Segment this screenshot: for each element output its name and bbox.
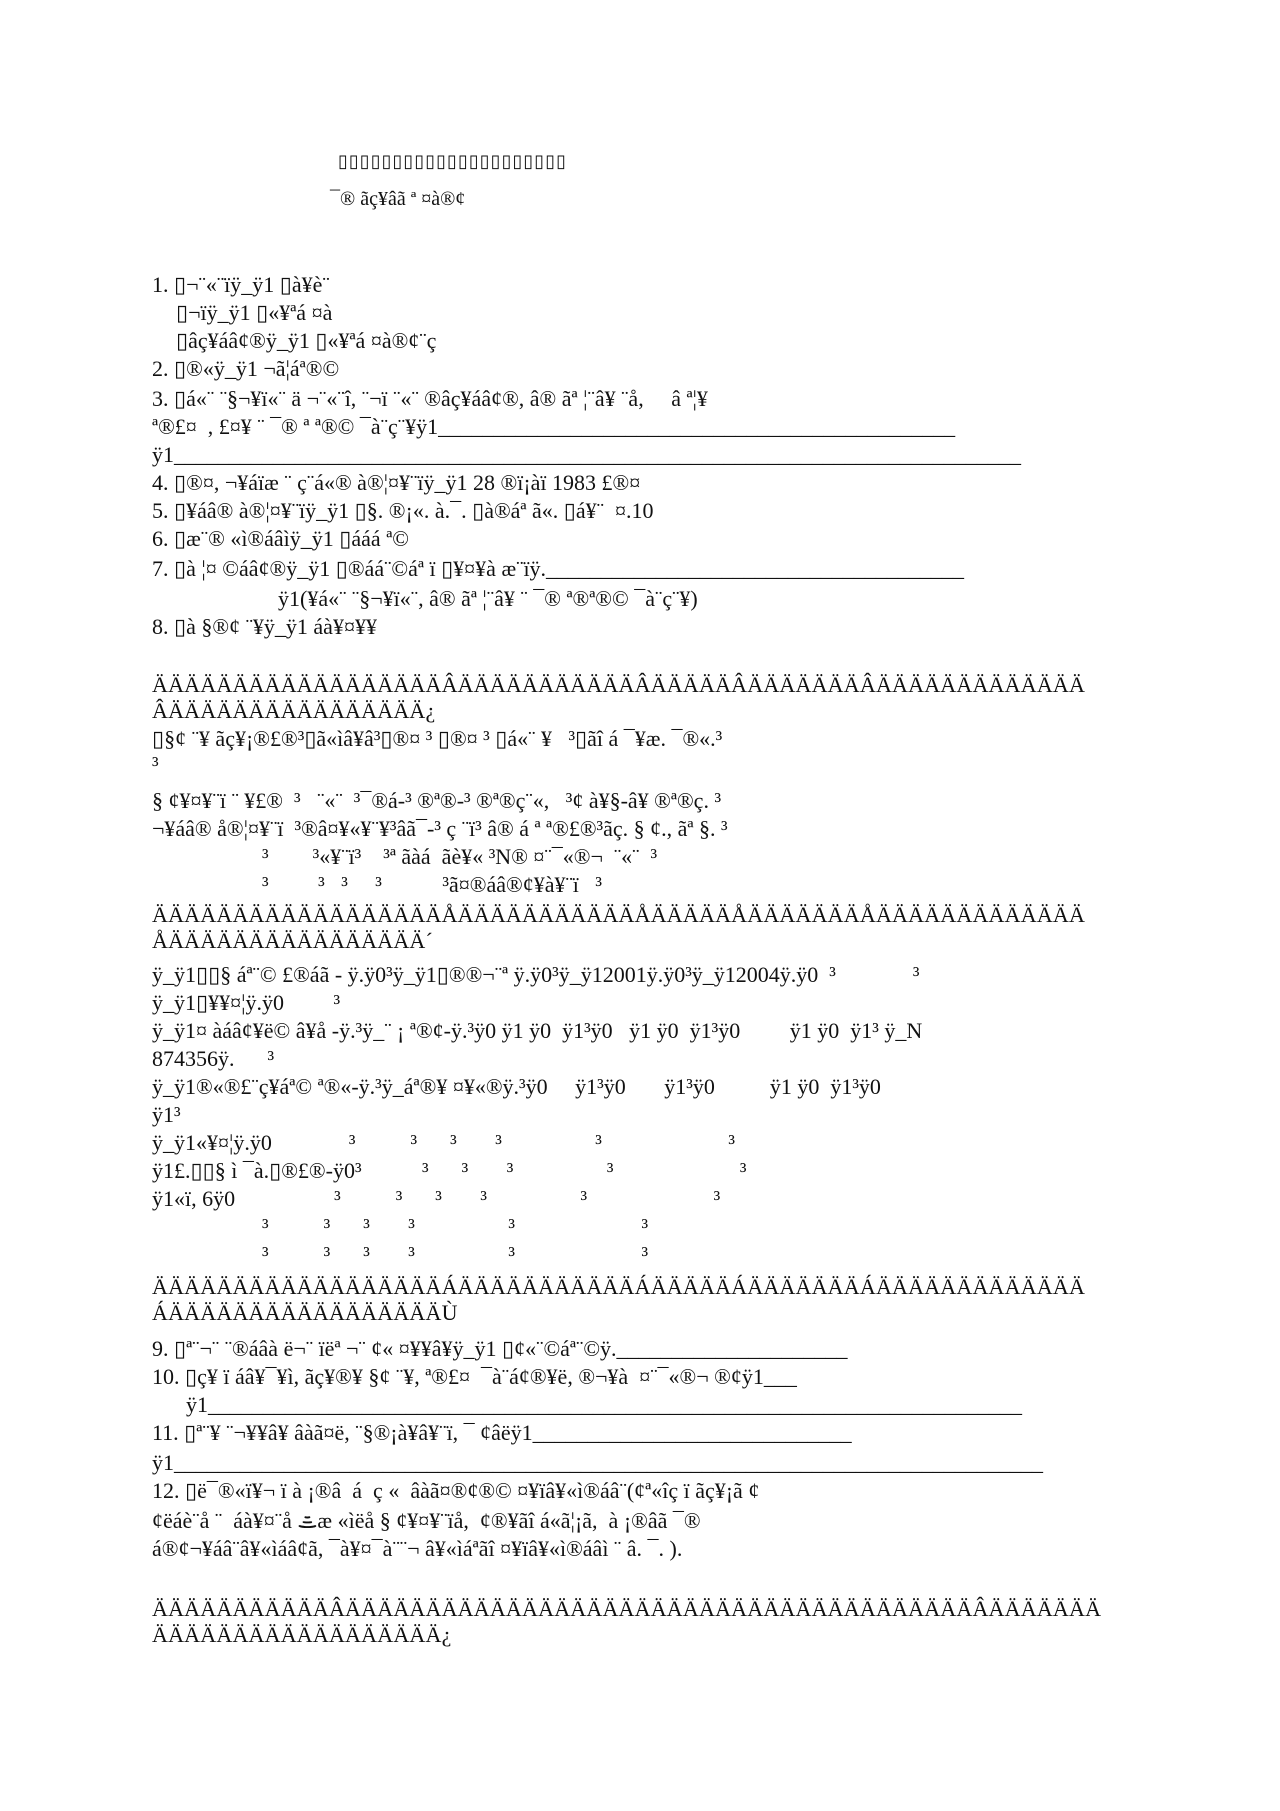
- item-3-reason-cont: ÿ1_____________________________________________________________________________: [152, 442, 1021, 467]
- item-4-birthdate: 4. ▯®¤, ¬¥áïæ ¨ ç¨á«® à®¦¤¥¨ïÿ_ÿ1 28 ®ï¡àï 1983 £®¤: [152, 470, 641, 495]
- item-11-works-cont: ÿ1_______________________________________________________________________________: [152, 1450, 1043, 1475]
- item-10-degree-cont: ÿ1__________________________________________________________________________: [186, 1392, 1022, 1417]
- item-3-reason: ª®£¤ , £¤¥ ¨ ¯® ª ª®© ¯à¨ç¨¥ÿ1_______________________________________________: [152, 414, 956, 439]
- table-1-row-8: ³ ³ ³ ³ ³ ³: [262, 1214, 649, 1239]
- item-2-sex: 2. ▯®«ÿ_ÿ1 ¬ã¦áª®©: [152, 356, 340, 381]
- table-1-row-3: ÿ_ÿ1¤ àáâ¢¥ë© â¥å -ÿ.³ÿ_¨ ¡ ª®¢-ÿ.³ÿ0 ÿ1 ÿ0 ÿ1³ÿ0 ÿ1 ÿ0 ÿ1³ÿ0 ÿ1 ÿ0 ÿ1³ ÿ_N: [152, 1018, 923, 1043]
- table-1-bottom-border: ÄÄÄÄÄÄÄÄÄÄÄÄÄÄÄÄÄÄÁÄÄÄÄÄÄÄÄÄÄÄÁÄÄÄÄÄÁÄÄÄÄÄÄÄÁÄÄÄÄÄÄÄÄÄÄÄÄÄ: [152, 1274, 1086, 1299]
- table-1-header-row-1: ▯§¢ ¨¥ ãç¥¡®£®³▯ã«ìâ¥â³▯®¤ ³ ▯®¤ ³ ▯á«¨ ¥ ³▯ãî á ¯¥æ. ¯®«.³: [152, 726, 723, 751]
- table-2-top-border: ÄÄÄÄÄÄÄÄÄÄÄÂÄÄÄÄÄÄÄÄÄÄÄÄÄÄÄÄÄÄÄÄÄÄÄÄÄÄÄÄÄÄÄÄÄÄÄÄÄÄÄÂÄÄÄÄÄÄÄ: [152, 1596, 1102, 1621]
- table-1-mid-border: ÄÄÄÄÄÄÄÄÄÄÄÄÄÄÄÄÄÄÅÄÄÄÄÄÄÄÄÄÄÄÅÄÄÄÄÄÅÄÄÄÄÄÄÄÅÄÄÄÄÄÄÄÄÄÄÄÄÄ: [152, 902, 1086, 927]
- table-1-header-row-2: § ¢¥¤¥¨ï ¨ ¥£® ³ ¨«¨ ³¯®á-³ ®ª®-³ ®ª®ç¨«, ³¢ à¥§-â¥ ®ª®ç. ³: [152, 788, 722, 813]
- table-1-header-row-1-cont: ³: [152, 752, 159, 777]
- item-7-citizenship: 7. ▯à ¦¤ ©áâ¢®ÿ_ÿ1 ▯®áá¨©áª ï ▯¥¤¥à æ¨ïÿ.______________________________________: [152, 556, 965, 581]
- table-2-top-border-cont: ÄÄÄÄÄÄÄÄÄÄÄÄÄÄÄÄÄÄ¿: [152, 1622, 452, 1647]
- table-1-row-3-cont: 874356ÿ. ³: [152, 1046, 275, 1071]
- table-1-header-row-4: ³ ³«¥¨ï³ ³ª ãàá ãè¥« ³N® ¤¨¯«®¬ ¨«¨ ³: [262, 844, 658, 869]
- item-1-surname: 1. ▯¬¨«¨ïÿ_ÿ1 ▯à¥è¨: [152, 272, 330, 297]
- item-8-education: 8. ▯à §®¢ ¨¥ÿ_ÿ1 áà¥¤¥¥: [152, 614, 377, 639]
- item-10-degree: 10. ▯ç¥ ï áâ¥¯¥ì, ãç¥®¥ §¢ ¨¥, ª®£¤ ¯à¨á¢®¥ë, ®¬¥à ¤¨¯«®¬ ®¢ÿ1___: [152, 1364, 797, 1389]
- table-1-mid-border-cont: ÅÄÄÄÄÄÄÄÄÄÄÄÄÄÄÄÄ´: [152, 928, 434, 953]
- item-5-birthplace: 5. ▯¥áâ® à®¦¤¥¨ïÿ_ÿ1 ▯§. ®¡«. à.¯. ▯à®áª ã«. ▯á¥¨ ¤.10: [152, 498, 654, 523]
- item-7-note: ÿ1(¥á«¨ ¨§¬¥ï«¨, â® ãª ¦¨â¥ ¨ ¯® ª®ª®© ¯à¨ç¨¥): [278, 586, 698, 611]
- table-1-row-6: ÿ1£.▯▯§ ì ¯à.▯®£®-ÿ0³ ³ ³ ³ ³ ³: [152, 1158, 747, 1183]
- table-1-header-row-3: ¬¥áâ® å®¦¤¥¨ï ³®â¤¥«¥¨¥³âã¯-³ ç ¨ï³ â® á ª ª®£®³ãç. § ¢., ãª §. ³: [152, 816, 728, 841]
- item-6-nationality: 6. ▯æ¨® «ì®áâìÿ_ÿ1 ▯ááá ª©: [152, 526, 409, 551]
- table-1-top-border-cont: ÂÄÄÄÄÄÄÄÄÄÄÄÄÄÄÄÄ¿: [152, 698, 436, 723]
- table-1-header-row-5: ³ ³ ³ ³ ³ã¤®áâ®¢¥à¥¨ï ³: [262, 872, 603, 897]
- table-1-row-4-cont: ÿ1³: [152, 1102, 181, 1127]
- item-12-work-history-cont-1: ¢ëáè¨å ¨ áà¥¤¨å ᯥæ «ìëå § ¢¥¤¥¨ïå, ¢®¥ãî á«ã¦¡ã, à ¡®âã ¯®: [152, 1508, 701, 1533]
- table-1-row-5: ÿ_ÿ1«¥¤¦ÿ.ÿ0 ³ ³ ³ ³ ³ ³: [152, 1130, 735, 1155]
- item-12-work-history-cont-2: á®¢¬¥áâ¨â¥«ìáâ¢ã, ¯à¥¤¯à¨¨¬ â¥«ìáªãî ¤¥ïâ¥«ì®áâì ¨ â. ¯. ).: [152, 1536, 683, 1561]
- table-1-row-1: ÿ_ÿ1▯▯§ áª¨© £®áã - ÿ.ÿ0³ÿ_ÿ1▯®®¬¨ª ÿ.ÿ0³ÿ_ÿ12001ÿ.ÿ0³ÿ_ÿ12004ÿ.ÿ0 ³ ³: [152, 962, 920, 987]
- table-1-row-9: ³ ³ ³ ³ ³ ³: [262, 1242, 649, 1267]
- table-1-row-7: ÿ1«ï, 6ÿ0 ³ ³ ³ ³ ³ ³: [152, 1186, 721, 1211]
- document-title: ▯▯▯▯▯▯▯▯▯▯▯▯▯▯▯▯▯▯▯▯▯: [338, 151, 568, 171]
- document-subtitle: ¯® ãç¥âã ª ¤à®¢: [330, 188, 466, 210]
- item-12-work-history: 12. ▯ë¯®«ï¥¬ ï à ¡®â á ç « âàã¤®¢®© ¤¥ïâ¥«ì®áâ¨(¢ª«îç ï ãç¥¡ã ¢: [152, 1478, 760, 1503]
- table-1-top-border: ÄÄÄÄÄÄÄÄÄÄÄÄÄÄÄÄÄÄÂÄÄÄÄÄÄÄÄÄÄÄÂÄÄÄÄÄÂÄÄÄÄÄÄÄÂÄÄÄÄÄÄÄÄÄÄÄÄÄ: [152, 672, 1086, 697]
- table-1-bottom-border-cont: ÁÄÄÄÄÄÄÄÄÄÄÄÄÄÄÄÄÄÙ: [152, 1300, 458, 1325]
- item-3-name-change: 3. ▯á«¨ ¨§¬¥ï«¨ ä ¬¨«¨î, ¨¬ï ¨«¨ ®âç¥áâ¢®, â® ãª ¦¨â¥ ¨å, â ª¦¥: [152, 386, 708, 411]
- item-9-languages: 9. ▯ª¨¬¨ ¨®áâà ë¬¨ ïëª ¬¨ ¢« ¤¥¥â¥ÿ_ÿ1 ▯¢«¨©áª¨©ÿ._____________________: [152, 1336, 848, 1361]
- item-1-patronymic: ▯âç¥áâ¢®ÿ_ÿ1 ▯«¥ªá ¤à®¢¨ç: [176, 328, 437, 353]
- table-1-row-2: ÿ_ÿ1▯¥¥¤¦ÿ.ÿ0 ³: [152, 990, 341, 1015]
- item-1-name: ▯¬ïÿ_ÿ1 ▯«¥ªá ¤à: [176, 300, 333, 325]
- table-1-row-4: ÿ_ÿ1®«®£¨ç¥áª© ª®«-ÿ.³ÿ_áª®¥ ¤¥«®ÿ.³ÿ0 ÿ1³ÿ0 ÿ1³ÿ0 ÿ1 ÿ0 ÿ1³ÿ0: [152, 1074, 881, 1099]
- item-11-works: 11. ▯ª¨¥ ¨¬¥¥â¥ âàã¤ë, ¨§®¡à¥â¥¨ï, ¯ ¢âëÿ1_____________________________: [152, 1420, 852, 1445]
